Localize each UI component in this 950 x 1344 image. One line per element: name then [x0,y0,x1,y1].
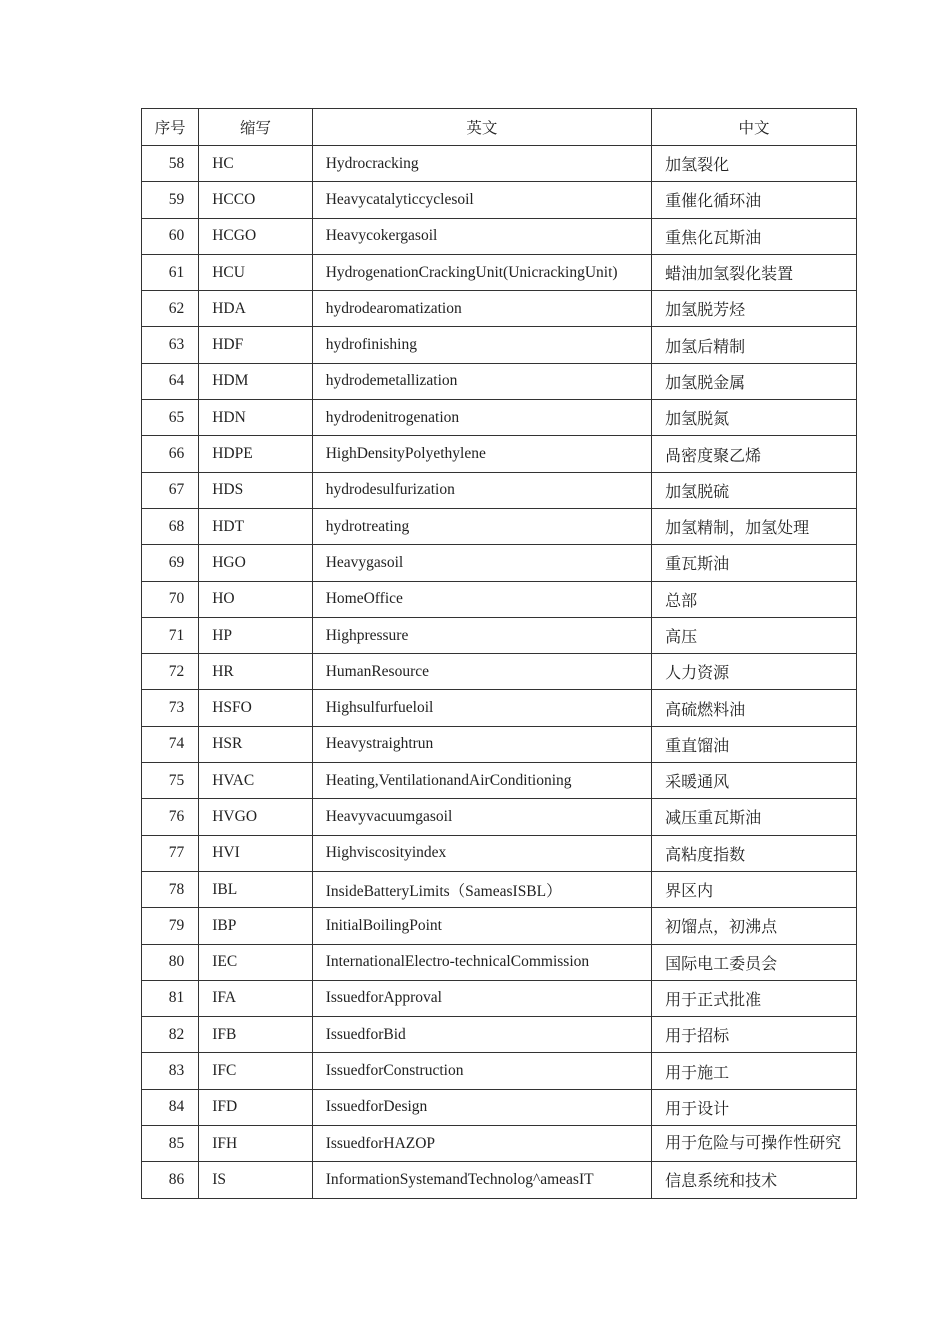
table-row [142,581,857,617]
row-english: hydrodemetallization [312,363,651,399]
row-abbreviation: HCU [199,254,312,290]
row-abbreviation: HO [199,581,312,617]
row-abbreviation: IBP [199,908,312,944]
row-abbreviation: IFH [199,1126,312,1162]
row-abbreviation: IS [199,1162,312,1198]
row-chinese: 界区内 [652,871,857,907]
table-row [142,182,857,218]
row-number: 84 [142,1089,199,1125]
row-abbreviation: HR [199,654,312,690]
row-chinese: 高粘度指数 [652,835,857,871]
row-chinese: 采暖通风 [652,763,857,799]
row-number: 73 [142,690,199,726]
row-number: 61 [142,254,199,290]
row-english: hydrofinishing [312,327,651,363]
header-chinese: 中文 [652,109,857,146]
row-chinese: 初馏点，初沸点 [652,908,857,944]
row-abbreviation: HGO [199,545,312,581]
row-chinese: 加氢脱氮 [652,400,857,436]
row-abbreviation: HVAC [199,763,312,799]
row-number: 69 [142,545,199,581]
row-chinese: 蜡油加氢裂化装置 [652,254,857,290]
table-row [142,1126,857,1162]
row-chinese: 用于正式批准 [652,980,857,1016]
row-english: Highsulfurfueloil [312,690,651,726]
table-row [142,908,857,944]
row-number: 58 [142,146,199,182]
table-row [142,944,857,980]
row-number: 75 [142,763,199,799]
row-abbreviation: HDS [199,472,312,508]
row-english: InitialBoilingPoint [312,908,651,944]
table-row [142,726,857,762]
row-english: HighDensityPolyethylene [312,436,651,472]
row-english: hydrodenitrogenation [312,400,651,436]
row-english: HydrogenationCrackingUnit(UnicrackingUnit) [312,254,651,290]
table-row [142,291,857,327]
row-english: Heavyvacuumgasoil [312,799,651,835]
table-row [142,218,857,254]
row-number: 68 [142,508,199,544]
row-chinese: 加氢脱金属 [652,363,857,399]
row-english: HumanResource [312,654,651,690]
row-abbreviation: HSR [199,726,312,762]
abbreviation-table [141,108,857,1199]
table-row [142,799,857,835]
row-english: IssuedforHAZOP [312,1126,651,1162]
row-abbreviation: IBL [199,871,312,907]
row-chinese: 减压重瓦斯油 [652,799,857,835]
table-row [142,363,857,399]
row-chinese: 用于招标 [652,1017,857,1053]
row-english: InsideBatteryLimits（SameasISBL） [312,871,651,907]
row-english: Heavygasoil [312,545,651,581]
row-english: InformationSystemandTechnolog^ameasIT [312,1162,651,1198]
row-chinese: 加氢脱硫 [652,472,857,508]
row-chinese: 用于危险与可操作性研究 [652,1126,857,1162]
row-abbreviation: HVGO [199,799,312,835]
row-abbreviation: HSFO [199,690,312,726]
table-row [142,763,857,799]
row-number: 77 [142,835,199,871]
table-row [142,617,857,653]
row-chinese: 用于施工 [652,1053,857,1089]
table-row [142,400,857,436]
row-number: 82 [142,1017,199,1053]
row-english: HomeOffice [312,581,651,617]
row-number: 81 [142,980,199,1016]
table-row [142,254,857,290]
row-number: 65 [142,400,199,436]
row-english: Highviscosityindex [312,835,651,871]
row-number: 76 [142,799,199,835]
row-chinese: 加氢裂化 [652,146,857,182]
table-row [142,472,857,508]
row-english: IssuedforDesign [312,1089,651,1125]
row-number: 79 [142,908,199,944]
row-abbreviation: HP [199,617,312,653]
row-english: Heavystraightrun [312,726,651,762]
table-body [142,146,857,1199]
table-row [142,436,857,472]
row-abbreviation: HDPE [199,436,312,472]
row-english: Hydrocracking [312,146,651,182]
row-abbreviation: HCCO [199,182,312,218]
row-chinese: 咼密度聚乙烯 [652,436,857,472]
row-abbreviation: HDT [199,508,312,544]
row-number: 64 [142,363,199,399]
row-abbreviation: HC [199,146,312,182]
row-number: 60 [142,218,199,254]
row-number: 63 [142,327,199,363]
row-number: 86 [142,1162,199,1198]
row-chinese: 重直馏油 [652,726,857,762]
table-row [142,980,857,1016]
row-abbreviation: HDN [199,400,312,436]
row-abbreviation: IFA [199,980,312,1016]
row-english: hydrodearomatization [312,291,651,327]
row-number: 70 [142,581,199,617]
row-number: 67 [142,472,199,508]
row-number: 83 [142,1053,199,1089]
row-chinese: 总部 [652,581,857,617]
row-abbreviation: HDA [199,291,312,327]
table-header [142,109,857,146]
row-abbreviation: HDM [199,363,312,399]
header-english: 英文 [312,109,651,146]
header-row [142,109,857,146]
table-row [142,1162,857,1198]
row-chinese: 重瓦斯油 [652,545,857,581]
row-chinese: 国际电工委员会 [652,944,857,980]
row-abbreviation: IEC [199,944,312,980]
header-no: 序号 [142,109,199,146]
row-abbreviation: HVI [199,835,312,871]
row-chinese: 加氢后精制 [652,327,857,363]
table-row [142,1053,857,1089]
row-english: Heavycokergasoil [312,218,651,254]
row-chinese: 信息系统和技术 [652,1162,857,1198]
table-row [142,545,857,581]
row-chinese: 加氢精制，加氢处理 [652,508,857,544]
row-english: hydrotreating [312,508,651,544]
row-chinese: 用于设计 [652,1089,857,1125]
row-chinese: 重催化循环油 [652,182,857,218]
row-chinese: 高压 [652,617,857,653]
row-abbreviation: IFD [199,1089,312,1125]
row-english: Heavycatalyticcyclesoil [312,182,651,218]
row-number: 71 [142,617,199,653]
row-number: 62 [142,291,199,327]
row-number: 78 [142,871,199,907]
row-english: Heating,VentilationandAirConditioning [312,763,651,799]
row-english: hydrodesulfurization [312,472,651,508]
row-english: InternationalElectro-technicalCommission [312,944,651,980]
row-chinese: 高硫燃料油 [652,690,857,726]
row-english: Highpressure [312,617,651,653]
table-row [142,654,857,690]
table-row [142,1017,857,1053]
row-number: 59 [142,182,199,218]
table-row [142,835,857,871]
table-row [142,871,857,907]
row-chinese: 重焦化瓦斯油 [652,218,857,254]
row-number: 85 [142,1126,199,1162]
row-chinese: 加氢脱芳烃 [652,291,857,327]
row-english: IssuedforBid [312,1017,651,1053]
row-abbreviation: HCGO [199,218,312,254]
row-number: 72 [142,654,199,690]
table-row [142,508,857,544]
row-abbreviation: HDF [199,327,312,363]
table-row [142,146,857,182]
row-number: 66 [142,436,199,472]
header-abbreviation: 缩写 [199,109,312,146]
row-chinese: 人力资源 [652,654,857,690]
row-english: IssuedforApproval [312,980,651,1016]
row-abbreviation: IFB [199,1017,312,1053]
row-number: 74 [142,726,199,762]
row-number: 80 [142,944,199,980]
row-abbreviation: IFC [199,1053,312,1089]
table-row [142,690,857,726]
table-row [142,327,857,363]
table-row [142,1089,857,1125]
row-english: IssuedforConstruction [312,1053,651,1089]
